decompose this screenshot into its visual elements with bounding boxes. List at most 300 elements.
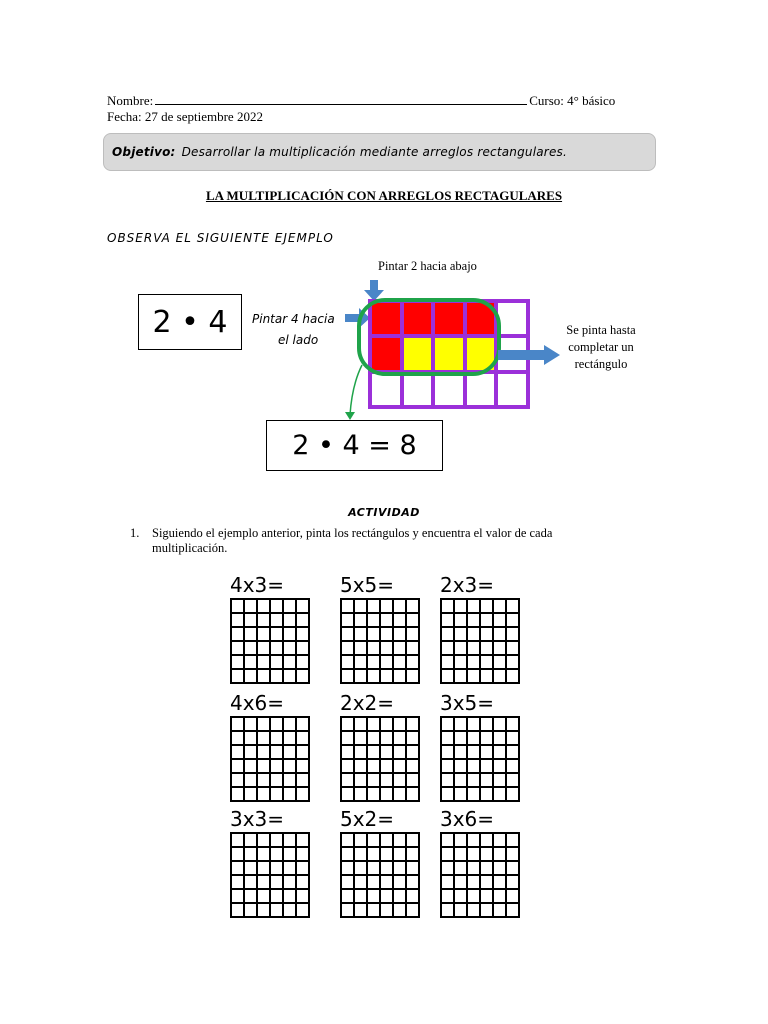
grid-cell[interactable] [232,890,245,904]
grid-cell[interactable] [468,788,481,802]
grid-cell[interactable] [297,904,310,918]
grid-cell[interactable] [297,862,310,876]
grid-cell[interactable] [245,732,258,746]
grid-cell[interactable] [284,904,297,918]
grid-cell[interactable] [481,890,494,904]
grid-cell[interactable] [342,848,355,862]
grid-cell[interactable] [232,760,245,774]
grid-cell[interactable] [368,890,381,904]
grid-cell[interactable] [494,642,507,656]
grid-cell[interactable] [394,732,407,746]
grid-cell[interactable] [342,876,355,890]
grid-cell[interactable] [258,834,271,848]
grid-cell[interactable] [232,718,245,732]
grid-cell[interactable] [442,760,455,774]
grid-cell[interactable] [468,876,481,890]
grid-cell[interactable] [297,670,310,684]
grid-cell[interactable] [455,656,468,670]
exercise-grid[interactable] [230,832,310,918]
grid-cell[interactable] [494,746,507,760]
grid-cell[interactable] [494,656,507,670]
grid-cell[interactable] [455,642,468,656]
grid-cell[interactable] [258,848,271,862]
grid-cell[interactable] [442,732,455,746]
grid-cell[interactable] [342,656,355,670]
exercise-grid[interactable] [340,598,420,684]
grid-cell[interactable] [342,788,355,802]
grid-cell[interactable] [245,834,258,848]
grid-cell[interactable] [381,876,394,890]
grid-cell[interactable] [407,670,420,684]
grid-cell[interactable] [258,670,271,684]
grid-cell[interactable] [342,718,355,732]
grid-cell[interactable] [455,788,468,802]
grid-cell[interactable] [245,642,258,656]
grid-cell[interactable] [381,774,394,788]
grid-cell[interactable] [468,904,481,918]
grid-cell[interactable] [271,670,284,684]
grid-cell[interactable] [381,628,394,642]
grid-cell[interactable] [284,614,297,628]
grid-cell[interactable] [342,760,355,774]
grid-cell[interactable] [381,614,394,628]
grid-cell[interactable] [284,774,297,788]
grid-cell[interactable] [407,890,420,904]
grid-cell[interactable] [494,628,507,642]
grid-cell[interactable] [394,774,407,788]
grid-cell[interactable] [245,746,258,760]
grid-cell[interactable] [368,628,381,642]
grid-cell[interactable] [481,642,494,656]
grid-cell[interactable] [407,774,420,788]
grid-cell[interactable] [442,670,455,684]
grid-cell[interactable] [297,834,310,848]
grid-cell[interactable] [245,760,258,774]
grid-cell[interactable] [407,760,420,774]
grid-cell[interactable] [507,614,520,628]
grid-cell[interactable] [258,628,271,642]
grid-cell[interactable] [455,834,468,848]
grid-cell[interactable] [368,774,381,788]
grid-cell[interactable] [468,732,481,746]
grid-cell[interactable] [381,890,394,904]
grid-cell[interactable] [481,656,494,670]
grid-cell[interactable] [271,904,284,918]
grid-cell[interactable] [481,774,494,788]
grid-cell[interactable] [284,628,297,642]
grid-cell[interactable] [455,746,468,760]
grid-cell[interactable] [442,876,455,890]
grid-cell[interactable] [507,732,520,746]
grid-cell[interactable] [455,670,468,684]
grid-cell[interactable] [368,760,381,774]
grid-cell[interactable] [245,876,258,890]
grid-cell[interactable] [284,862,297,876]
grid-cell[interactable] [258,732,271,746]
grid-cell[interactable] [455,628,468,642]
grid-cell[interactable] [507,788,520,802]
grid-cell[interactable] [271,656,284,670]
grid-cell[interactable] [481,600,494,614]
grid-cell[interactable] [342,834,355,848]
grid-cell[interactable] [284,656,297,670]
grid-cell[interactable] [355,890,368,904]
grid-cell[interactable] [442,656,455,670]
grid-cell[interactable] [381,732,394,746]
grid-cell[interactable] [394,876,407,890]
grid-cell[interactable] [368,670,381,684]
grid-cell[interactable] [455,760,468,774]
grid-cell[interactable] [455,774,468,788]
grid-cell[interactable] [232,670,245,684]
grid-cell[interactable] [342,614,355,628]
grid-cell[interactable] [232,774,245,788]
grid-cell[interactable] [355,718,368,732]
grid-cell[interactable] [271,788,284,802]
grid-cell[interactable] [481,876,494,890]
grid-cell[interactable] [494,904,507,918]
grid-cell[interactable] [355,600,368,614]
grid-cell[interactable] [232,656,245,670]
grid-cell[interactable] [394,600,407,614]
grid-cell[interactable] [381,718,394,732]
grid-cell[interactable] [297,788,310,802]
exercise-grid[interactable] [340,832,420,918]
grid-cell[interactable] [507,890,520,904]
grid-cell[interactable] [468,656,481,670]
grid-cell[interactable] [232,746,245,760]
grid-cell[interactable] [258,600,271,614]
grid-cell[interactable] [394,670,407,684]
grid-cell[interactable] [355,670,368,684]
grid-cell[interactable] [355,628,368,642]
grid-cell[interactable] [258,718,271,732]
grid-cell[interactable] [245,848,258,862]
grid-cell[interactable] [507,670,520,684]
grid-cell[interactable] [271,718,284,732]
grid-cell[interactable] [258,774,271,788]
grid-cell[interactable] [381,848,394,862]
grid-cell[interactable] [342,774,355,788]
grid-cell[interactable] [284,760,297,774]
grid-cell[interactable] [455,890,468,904]
grid-cell[interactable] [245,628,258,642]
grid-cell[interactable] [284,834,297,848]
grid-cell[interactable] [455,732,468,746]
grid-cell[interactable] [271,642,284,656]
grid-cell[interactable] [342,904,355,918]
grid-cell[interactable] [494,732,507,746]
grid-cell[interactable] [442,642,455,656]
grid-cell[interactable] [507,718,520,732]
grid-cell[interactable] [481,788,494,802]
grid-cell[interactable] [232,834,245,848]
grid-cell[interactable] [507,760,520,774]
grid-cell[interactable] [258,788,271,802]
grid-cell[interactable] [494,788,507,802]
grid-cell[interactable] [232,614,245,628]
grid-cell[interactable] [455,614,468,628]
grid-cell[interactable] [381,904,394,918]
grid-cell[interactable] [284,876,297,890]
grid-cell[interactable] [297,876,310,890]
grid-cell[interactable] [494,600,507,614]
grid-cell[interactable] [355,862,368,876]
grid-cell[interactable] [368,904,381,918]
grid-cell[interactable] [468,746,481,760]
grid-cell[interactable] [342,670,355,684]
grid-cell[interactable] [355,614,368,628]
grid-cell[interactable] [407,904,420,918]
grid-cell[interactable] [232,788,245,802]
grid-cell[interactable] [284,788,297,802]
grid-cell[interactable] [297,732,310,746]
grid-cell[interactable] [284,718,297,732]
grid-cell[interactable] [481,848,494,862]
grid-cell[interactable] [394,746,407,760]
grid-cell[interactable] [481,732,494,746]
grid-cell[interactable] [381,656,394,670]
grid-cell[interactable] [394,628,407,642]
grid-cell[interactable] [481,862,494,876]
grid-cell[interactable] [394,718,407,732]
grid-cell[interactable] [368,788,381,802]
grid-cell[interactable] [407,614,420,628]
grid-cell[interactable] [355,876,368,890]
grid-cell[interactable] [481,746,494,760]
grid-cell[interactable] [381,834,394,848]
grid-cell[interactable] [232,848,245,862]
grid-cell[interactable] [455,904,468,918]
grid-cell[interactable] [507,746,520,760]
grid-cell[interactable] [284,890,297,904]
grid-cell[interactable] [442,600,455,614]
grid-cell[interactable] [442,862,455,876]
grid-cell[interactable] [368,718,381,732]
grid-cell[interactable] [442,774,455,788]
exercise-grid[interactable] [230,716,310,802]
grid-cell[interactable] [481,760,494,774]
grid-cell[interactable] [394,642,407,656]
grid-cell[interactable] [271,628,284,642]
grid-cell[interactable] [284,670,297,684]
grid-cell[interactable] [297,718,310,732]
grid-cell[interactable] [232,732,245,746]
grid-cell[interactable] [271,862,284,876]
grid-cell[interactable] [258,656,271,670]
grid-cell[interactable] [455,600,468,614]
grid-cell[interactable] [481,718,494,732]
grid-cell[interactable] [342,628,355,642]
grid-cell[interactable] [468,718,481,732]
grid-cell[interactable] [507,862,520,876]
grid-cell[interactable] [284,642,297,656]
grid-cell[interactable] [297,600,310,614]
grid-cell[interactable] [355,732,368,746]
grid-cell[interactable] [442,904,455,918]
grid-cell[interactable] [394,848,407,862]
grid-cell[interactable] [381,600,394,614]
grid-cell[interactable] [481,670,494,684]
grid-cell[interactable] [342,642,355,656]
grid-cell[interactable] [258,876,271,890]
grid-cell[interactable] [271,600,284,614]
grid-cell[interactable] [342,600,355,614]
grid-cell[interactable] [481,628,494,642]
grid-cell[interactable] [258,746,271,760]
grid-cell[interactable] [271,614,284,628]
grid-cell[interactable] [507,834,520,848]
grid-cell[interactable] [284,746,297,760]
grid-cell[interactable] [407,600,420,614]
grid-cell[interactable] [258,890,271,904]
grid-cell[interactable] [442,788,455,802]
grid-cell[interactable] [368,876,381,890]
grid-cell[interactable] [494,670,507,684]
grid-cell[interactable] [245,774,258,788]
grid-cell[interactable] [368,848,381,862]
grid-cell[interactable] [494,760,507,774]
exercise-grid[interactable] [440,716,520,802]
grid-cell[interactable] [468,834,481,848]
grid-cell[interactable] [258,904,271,918]
grid-cell[interactable] [407,718,420,732]
grid-cell[interactable] [368,834,381,848]
grid-cell[interactable] [355,642,368,656]
grid-cell[interactable] [468,848,481,862]
exercise-grid[interactable] [440,598,520,684]
grid-cell[interactable] [407,642,420,656]
grid-cell[interactable] [284,732,297,746]
grid-cell[interactable] [407,788,420,802]
grid-cell[interactable] [381,670,394,684]
grid-cell[interactable] [494,834,507,848]
grid-cell[interactable] [468,614,481,628]
grid-cell[interactable] [468,600,481,614]
grid-cell[interactable] [271,876,284,890]
grid-cell[interactable] [245,656,258,670]
grid-cell[interactable] [442,890,455,904]
grid-cell[interactable] [271,760,284,774]
grid-cell[interactable] [494,890,507,904]
grid-cell[interactable] [232,642,245,656]
grid-cell[interactable] [368,614,381,628]
grid-cell[interactable] [355,788,368,802]
grid-cell[interactable] [394,788,407,802]
grid-cell[interactable] [355,746,368,760]
grid-cell[interactable] [342,862,355,876]
grid-cell[interactable] [271,834,284,848]
grid-cell[interactable] [394,834,407,848]
grid-cell[interactable] [468,628,481,642]
grid-cell[interactable] [407,834,420,848]
grid-cell[interactable] [297,746,310,760]
grid-cell[interactable] [258,642,271,656]
grid-cell[interactable] [481,614,494,628]
grid-cell[interactable] [245,718,258,732]
grid-cell[interactable] [381,760,394,774]
grid-cell[interactable] [271,746,284,760]
grid-cell[interactable] [442,628,455,642]
grid-cell[interactable] [232,600,245,614]
grid-cell[interactable] [468,890,481,904]
grid-cell[interactable] [455,876,468,890]
grid-cell[interactable] [368,656,381,670]
grid-cell[interactable] [494,876,507,890]
grid-cell[interactable] [297,848,310,862]
grid-cell[interactable] [297,642,310,656]
grid-cell[interactable] [442,746,455,760]
grid-cell[interactable] [271,774,284,788]
grid-cell[interactable] [245,670,258,684]
grid-cell[interactable] [407,628,420,642]
grid-cell[interactable] [342,732,355,746]
grid-cell[interactable] [407,848,420,862]
grid-cell[interactable] [258,862,271,876]
grid-cell[interactable] [407,862,420,876]
grid-cell[interactable] [245,904,258,918]
grid-cell[interactable] [368,600,381,614]
grid-cell[interactable] [494,614,507,628]
grid-cell[interactable] [442,718,455,732]
grid-cell[interactable] [258,760,271,774]
grid-cell[interactable] [468,862,481,876]
grid-cell[interactable] [507,628,520,642]
grid-cell[interactable] [494,718,507,732]
grid-cell[interactable] [481,904,494,918]
grid-cell[interactable] [368,732,381,746]
grid-cell[interactable] [455,848,468,862]
grid-cell[interactable] [442,834,455,848]
grid-cell[interactable] [494,862,507,876]
grid-cell[interactable] [394,904,407,918]
grid-cell[interactable] [407,746,420,760]
grid-cell[interactable] [494,774,507,788]
grid-cell[interactable] [394,656,407,670]
grid-cell[interactable] [284,600,297,614]
grid-cell[interactable] [394,862,407,876]
grid-cell[interactable] [507,848,520,862]
grid-cell[interactable] [355,904,368,918]
grid-cell[interactable] [258,614,271,628]
exercise-grid[interactable] [440,832,520,918]
grid-cell[interactable] [407,732,420,746]
grid-cell[interactable] [297,628,310,642]
grid-cell[interactable] [494,848,507,862]
grid-cell[interactable] [394,760,407,774]
grid-cell[interactable] [407,876,420,890]
grid-cell[interactable] [507,600,520,614]
grid-cell[interactable] [342,890,355,904]
grid-cell[interactable] [407,656,420,670]
grid-cell[interactable] [232,628,245,642]
grid-cell[interactable] [355,848,368,862]
grid-cell[interactable] [297,614,310,628]
grid-cell[interactable] [245,788,258,802]
grid-cell[interactable] [271,848,284,862]
grid-cell[interactable] [381,788,394,802]
grid-cell[interactable] [245,862,258,876]
grid-cell[interactable] [297,890,310,904]
grid-cell[interactable] [297,760,310,774]
grid-cell[interactable] [297,774,310,788]
grid-cell[interactable] [245,600,258,614]
grid-cell[interactable] [381,642,394,656]
name-blank[interactable] [155,93,527,105]
grid-cell[interactable] [271,890,284,904]
grid-cell[interactable] [355,656,368,670]
grid-cell[interactable] [455,718,468,732]
